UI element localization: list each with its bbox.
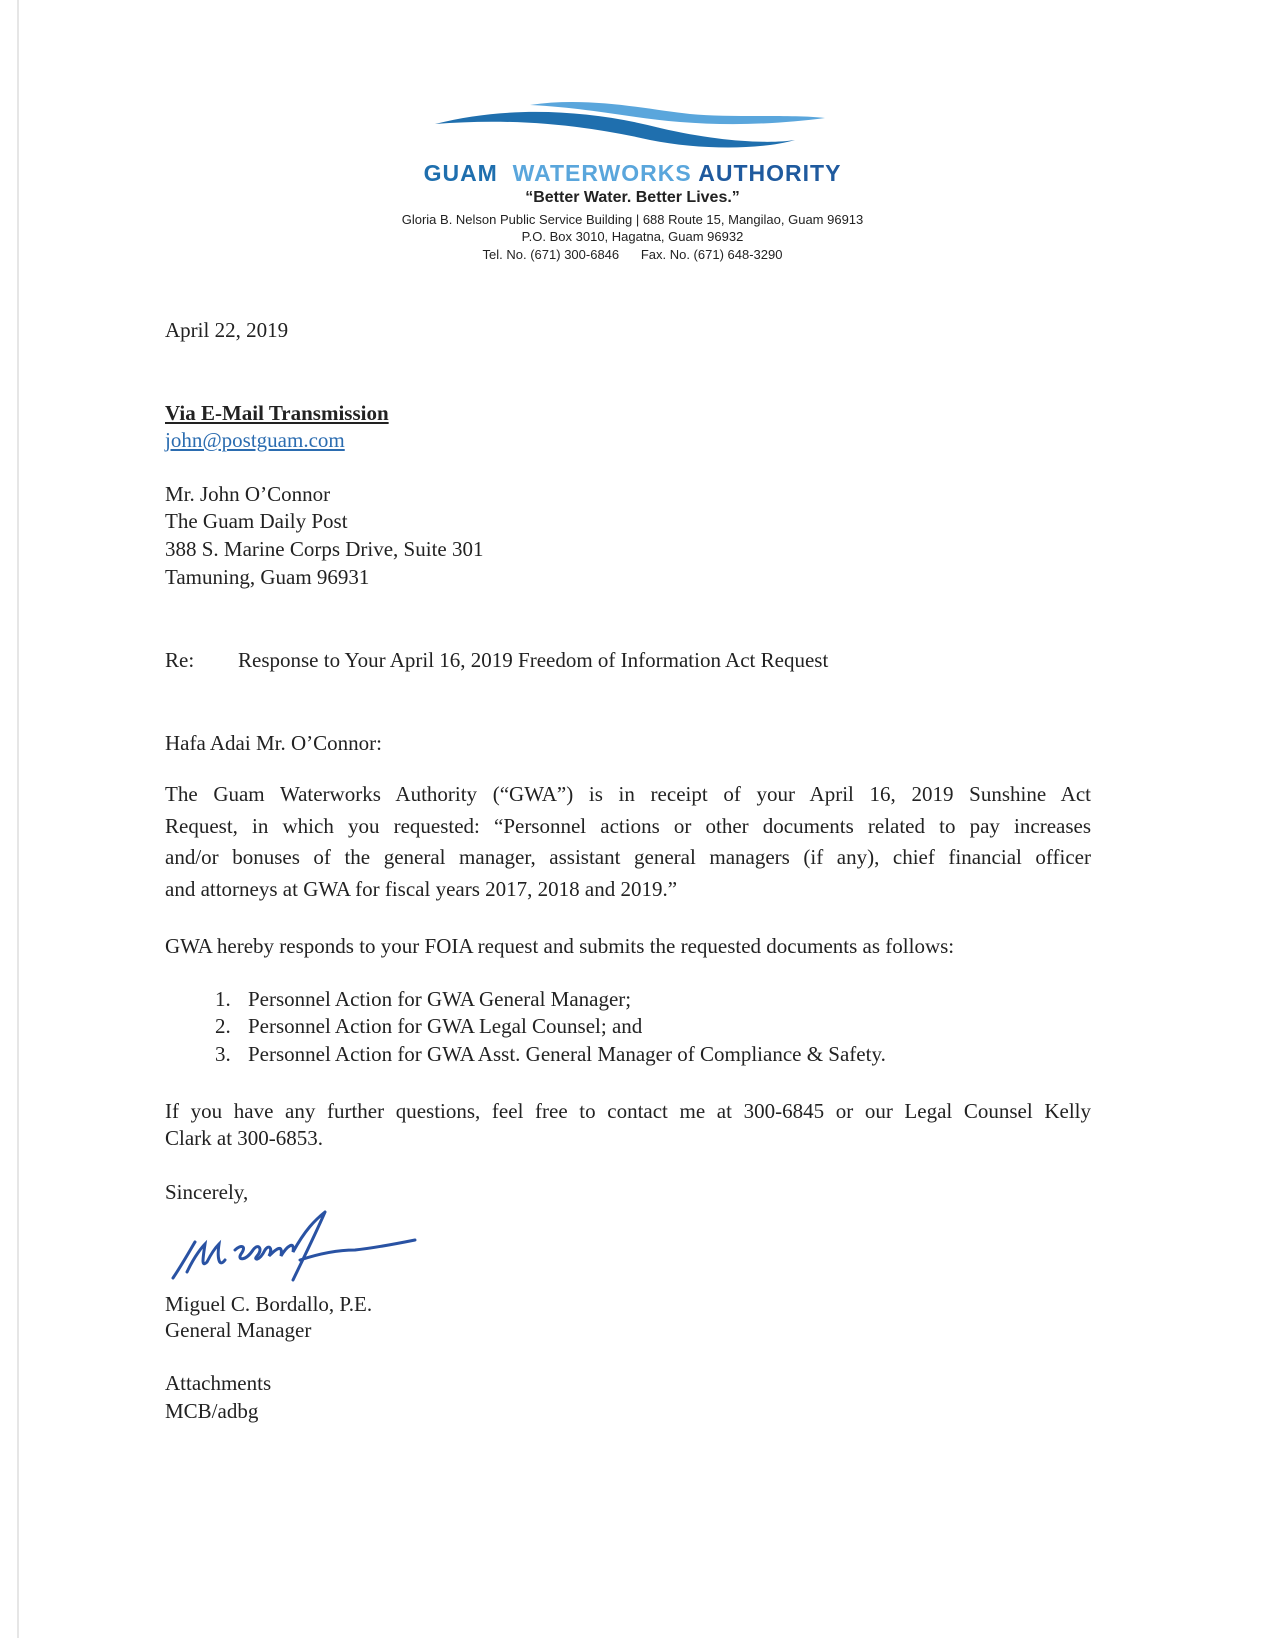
salutation: Hafa Adai Mr. O’Connor: <box>165 731 382 755</box>
list-item-text: Personnel Action for GWA Asst. General Manager of Compliance & Safety. <box>248 1042 886 1066</box>
recipient-org: The Guam Daily Post <box>165 509 348 533</box>
tel: Tel. No. (671) 300-6846 <box>482 247 620 262</box>
gwa-wave-logo <box>430 100 830 160</box>
paragraph1-line: and/or bonuses of the general manager, assistant general managers (if any), chief financial officer <box>165 845 1091 869</box>
signer-name: Miguel C. Bordallo, P.E. <box>165 1292 373 1316</box>
fax: Fax. No. (671) 648-3290 <box>640 247 783 262</box>
org-word-guam: GUAM <box>423 160 498 186</box>
paragraph1-line: and attorneys at GWA for fiscal years 2017, 2018 and 2019.” <box>165 877 678 901</box>
slogan: “Better Water. Better Lives.” <box>525 189 740 206</box>
signature <box>165 1210 425 1290</box>
recipient-email-link[interactable]: john@postguam.com <box>165 428 345 452</box>
paragraph1-line: Request, in which you requested: “Personnel actions or other documents related to pay increases <box>165 814 1091 838</box>
closing: Sincerely, <box>165 1180 249 1204</box>
list-item-number: 1. <box>215 987 231 1011</box>
letter-date: April 22, 2019 <box>165 318 289 342</box>
re-label: Re: <box>165 648 195 672</box>
paragraph2: GWA hereby responds to your FOIA request and submits the requested documents as follows: <box>165 934 955 958</box>
recipient-city: Tamuning, Guam 96931 <box>165 565 370 589</box>
recipient-street: 388 S. Marine Corps Drive, Suite 301 <box>165 537 484 561</box>
list-item-number: 3. <box>215 1042 231 1066</box>
org-word-authority: AUTHORITY <box>698 160 842 186</box>
re-subject: Response to Your April 16, 2019 Freedom of Information Act Request <box>238 648 829 672</box>
attachments-note: Attachments <box>165 1371 272 1395</box>
address-line-1: Gloria B. Nelson Public Service Building | 688 Route 15, Mangilao, Guam 96913 <box>401 212 864 227</box>
org-name <box>0 160 1265 187</box>
recipient-name: Mr. John O’Connor <box>165 482 331 506</box>
scan-edge <box>17 0 19 1638</box>
org-word-waterworks: WATERWORKS <box>512 160 692 186</box>
paragraph3-line: If you have any further questions, feel free to contact me at 300-6845 or our Legal Counsel Kelly <box>165 1099 1091 1123</box>
paragraph1-line: The Guam Waterworks Authority (“GWA”) is in receipt of your April 16, 2019 Sunshine Act <box>165 782 1091 806</box>
list-item-text: Personnel Action for GWA Legal Counsel; and <box>248 1014 643 1038</box>
paragraph3-line: Clark at 300-6853. <box>165 1126 324 1150</box>
list-item-text: Personnel Action for GWA General Manager; <box>248 987 632 1011</box>
signer-title: General Manager <box>165 1318 312 1342</box>
address-line-2: P.O. Box 3010, Hagatna, Guam 96932 <box>521 229 744 244</box>
list-item-number: 2. <box>215 1014 231 1038</box>
phone-fax <box>0 247 1265 262</box>
delivery-method: Via E-Mail Transmission <box>165 401 389 425</box>
initials-reference: MCB/adbg <box>165 1399 259 1423</box>
